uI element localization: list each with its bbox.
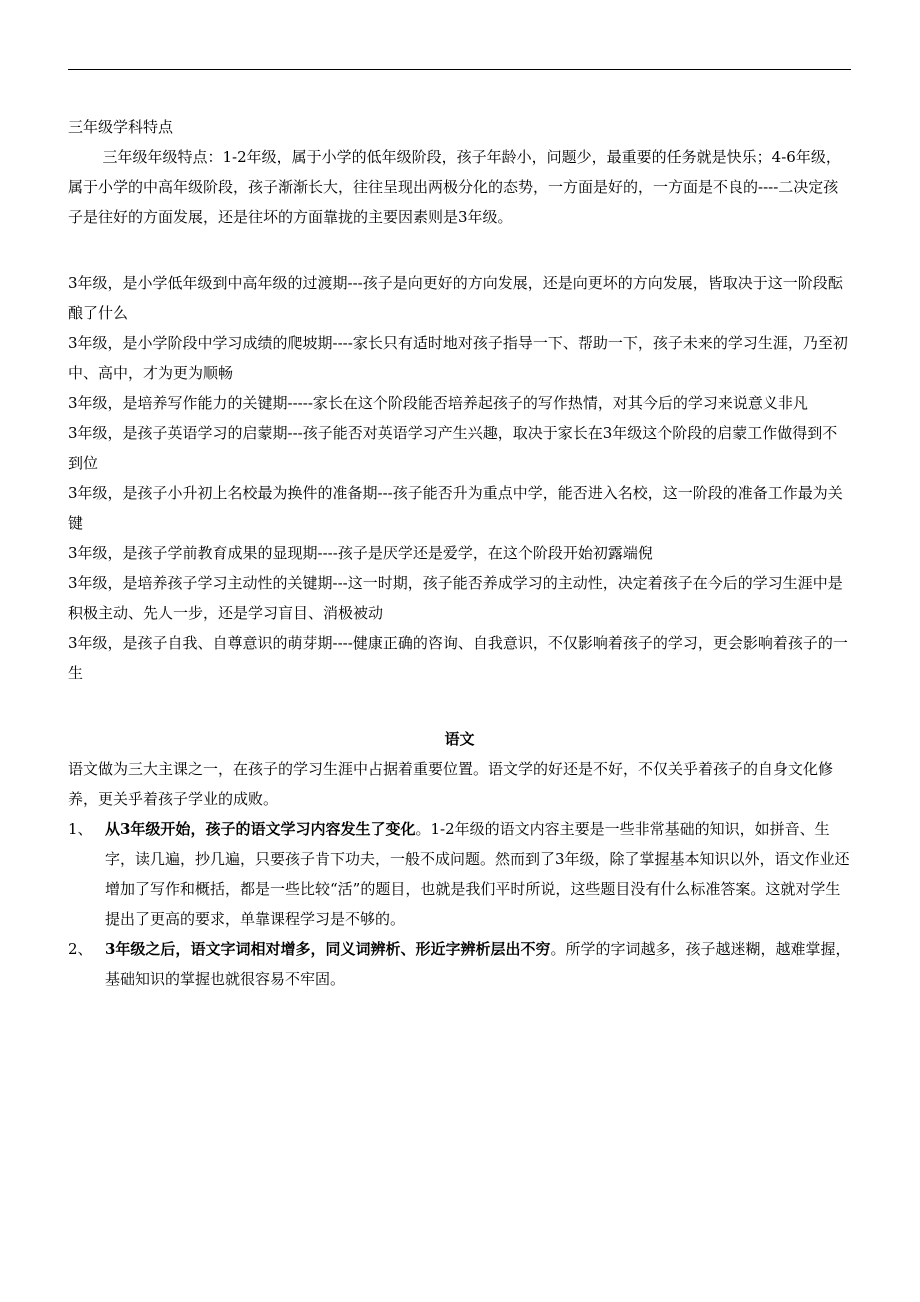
item-bold-lead: 从3年级开始，孩子的语文学习内容发生了变化 — [105, 820, 416, 838]
point-paragraph: 3年级，是孩子自我、自尊意识的萌芽期----健康正确的咨询、自我意识，不仅影响着孩子的学习，更会影响着孩子的一生 — [68, 634, 848, 682]
item-number: 2、 — [68, 940, 93, 958]
item-bold-lead: 3年级之后，语文字词相对增多，同义词辨析、形近字辨析层出不穷 — [105, 940, 551, 958]
document-body — [68, 112, 851, 994]
item-text: 。所学的字词越多，孩子越迷糊，越难掌握，基础知识的掌握也就很容易不牢固。 — [105, 940, 851, 988]
intro-paragraph: 三年级年级特点：1-2年级，属于小学的低年级阶段，孩子年龄小，问题少，最重要的任务就是快乐；4-6年级，属于小学的中高年级阶段，孩子渐渐长大，往往呈现出两极分化的态势，一方面是好的，一方面是不良的----二决定孩子是往好的方面发展，还是往坏的方面靠拢的主要因素则是3年级。 — [68, 148, 841, 226]
point-paragraph: 3年级，是小学阶段中学习成绩的爬坡期----家长只有适时地对孩子指导一下、帮助一下，孩子未来的学习生涯，乃至初中、高中，才为更为顺畅 — [68, 334, 848, 382]
point-paragraph: 3年级，是孩子小升初上名校最为换件的准备期---孩子能否升为重点中学，能否进入名校，这一阶段的准备工作最为关键 — [68, 484, 843, 532]
header-rule — [68, 69, 851, 70]
numbered-item — [68, 934, 851, 994]
chinese-intro-paragraph: 语文做为三大主课之一，在孩子的学习生涯中占据着重要位置。语文学的好还是不好，不仅关乎着孩子的自身文化修养，更关乎着孩子学业的成败。 — [68, 760, 834, 808]
point-paragraph: 3年级，是孩子学前教育成果的显现期----孩子是厌学还是爱学，在这个阶段开始初露端倪 — [68, 544, 653, 562]
spacer — [68, 232, 851, 268]
section-title: 三年级学科特点 — [68, 118, 174, 136]
chinese-section-title: 语文 — [444, 730, 475, 748]
item-text: 。1-2年级的语文内容主要是一些非常基础的知识，如拼音、生字，读几遍，抄几遍，只要孩子肯下功夫，一般不成问题。然而到了3年级，除了掌握基本知识以外，语文作业还增加了写作和概括，都是一些比较“活”的题目，也就是我们平时所说，这些题目没有什么标准答案。这就对学生提出了更高的要求，单靠课程学习是不够的。 — [105, 820, 850, 928]
numbered-item — [68, 814, 851, 934]
spacer — [68, 688, 851, 724]
point-paragraph: 3年级，是培养写作能力的关键期-----家长在这个阶段能否培养起孩子的写作热情，对其今后的学习来说意义非凡 — [68, 394, 808, 412]
point-paragraph: 3年级，是小学低年级到中高年级的过渡期---孩子是向更好的方向发展，还是向更坏的方向发展，皆取决于这一阶段酝酿了什么 — [68, 274, 843, 322]
point-paragraph: 3年级，是培养孩子学习主动性的关键期---这一时期，孩子能否养成学习的主动性，决定着孩子在今后的学习生涯中是积极主动、先人一步，还是学习盲目、消极被动 — [68, 574, 843, 622]
point-paragraph: 3年级，是孩子英语学习的启蒙期---孩子能否对英语学习产生兴趣，取决于家长在3年级这个阶段的启蒙工作做得到不到位 — [68, 424, 838, 472]
item-number: 1、 — [68, 820, 93, 838]
